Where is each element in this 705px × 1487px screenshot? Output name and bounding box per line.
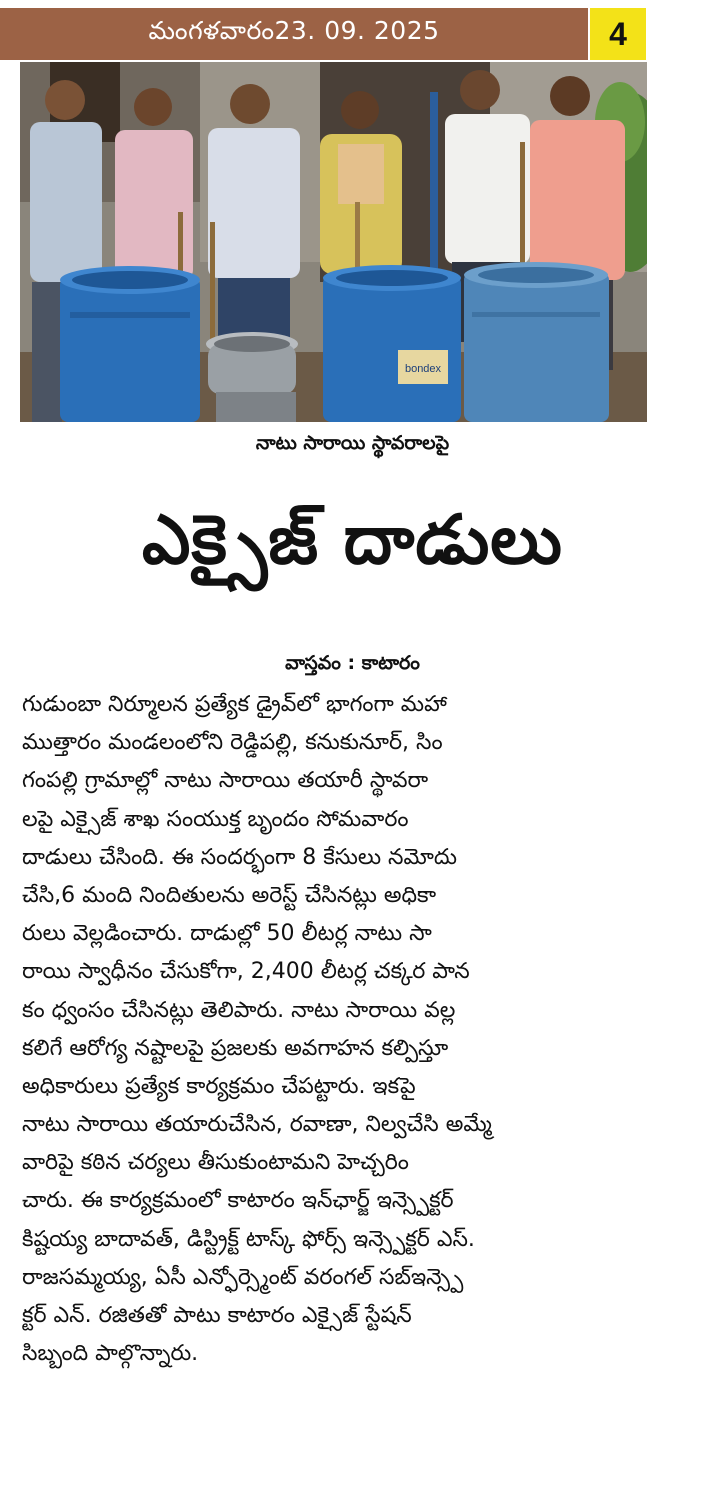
article-photo — [20, 62, 647, 422]
date-band — [0, 8, 588, 60]
body-line: చేసి,6 మంది నిందితులను అరెస్ట్ చేసినట్లు అధికా — [22, 882, 437, 908]
body-line: రులు వెల్లడించారు. దాడుల్లో 50 లీటర్ల నాటు సా — [22, 921, 432, 947]
article-body — [22, 686, 632, 1373]
body-line: క్టర్ ఎన్. రజితతో పాటు కాటారం ఎక్సైజ్ స్టేషన్ — [22, 1303, 412, 1328]
drum-brand-label: bondex — [404, 363, 442, 375]
body-line: కలిగే ఆరోగ్య నష్టాలపై ప్రజలకు అవగాహన కల్పిస్తూ — [22, 1035, 449, 1061]
group-photo-image — [20, 62, 647, 422]
page-header — [0, 8, 705, 60]
article-dateline: వాస్తవం : కాటారం — [285, 652, 420, 674]
body-line: గుడుంబా నిర్మూలన ప్రత్యేక డ్రైవ్‌లో భాగంగా మహా — [22, 692, 447, 717]
body-line: చారు. ఈ కార్యక్రమంలో కాటారం ఇన్‌ఛార్జ్ ఇన్స్పెక్టర్ — [22, 1188, 454, 1214]
article-kicker: నాటు సారాయి స్థావరాలపై — [255, 432, 450, 454]
page-number-badge: 4 — [590, 8, 646, 60]
body-line: వారిపై కఠిన చర్యలు తీసుకుంటామని హెచ్చరిం — [22, 1150, 409, 1176]
body-line: అధికారులు ప్రత్యేక కార్యక్రమం చేపట్టారు. ఇకపై — [22, 1073, 416, 1099]
body-line: కిష్టయ్య బాదావత్, డిస్ట్రిక్ట్ టాస్క్ ఫోర్స్ ఇన్స్పెక్టర్ ఎస్. — [22, 1226, 475, 1252]
body-line: నాటు సారాయి తయారుచేసిన, రవాణా, నిల్వచేసి అమ్మే — [22, 1112, 492, 1138]
body-line: లపై ఎక్సైజ్ శాఖ సంయుక్త బృందం సోమవారం — [22, 806, 409, 832]
article-headline: ఎక్సైజ్ దాడులు — [142, 501, 563, 580]
body-line: రాయి స్వాధీనం చేసుకోగా, 2,400 లీటర్ల చక్కర పాన — [22, 959, 470, 985]
body-line: రాజసమ్మయ్య, ఏసీ ఎన్ఫోర్స్మెంట్ వరంగల్ సబ్ఇన్స్పె — [22, 1264, 464, 1290]
body-line: దాడులు చేసింది. ఈ సందర్భంగా 8 కేసులు నమోదు — [22, 844, 457, 870]
body-line: ముత్తారం మండలంలోని రెడ్డిపల్లి, కనుకునూర్, సిం — [22, 730, 443, 756]
issue-date: మంగళవారం23. 09. 2025 — [148, 16, 440, 45]
body-line: కం ధ్వంసం చేసినట్లు తెలిపారు. నాటు సారాయి వల్ల — [22, 997, 456, 1023]
body-line: గంపల్లి గ్రామాల్లో నాటు సారాయి తయారీ స్థావరా — [22, 768, 429, 794]
body-line: సిబ్బంది పాల్గొన్నారు. — [22, 1341, 199, 1367]
